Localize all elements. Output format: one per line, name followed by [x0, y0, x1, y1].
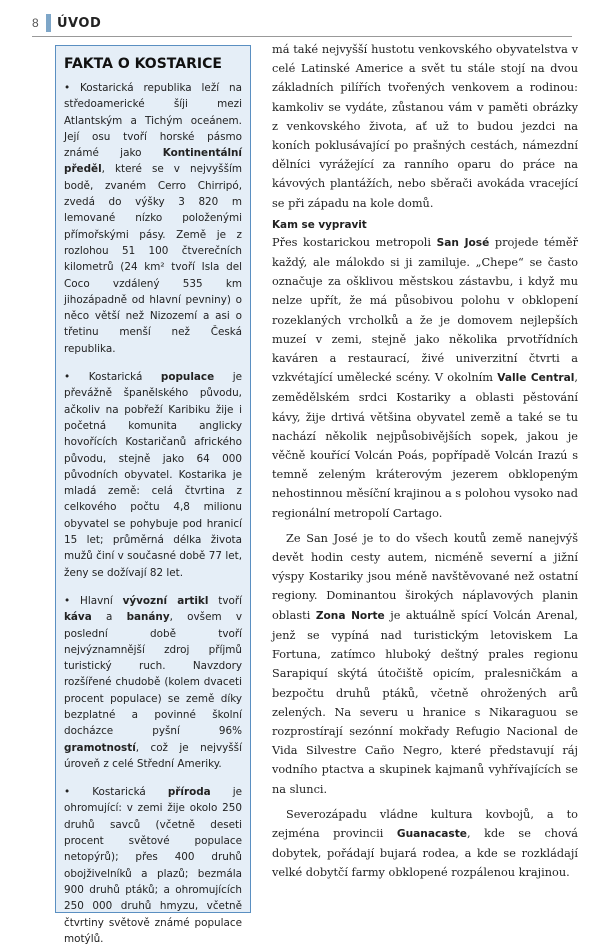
text-run: , které se v nejvyšším bodě, zvaném Cerro Chirripó, zvedá do výšky 3 820 m lemované nízko položenými přímořskými pásy. Země je z rozlohou 51 100 čtverečních kilometrů (24 km² tvoří Isla del Coco vzdálený 535 km jihozápadně od hlavní pevniny) o něco větší než Nizozemí a asi o třetinu menší než Česká republika.: [64, 163, 242, 355]
body-paragraph: [272, 233, 578, 523]
text-run: , ovšem v poslední době tvoří nejvýznamnější zdroj příjmů turistický ruch. Navzdory rozšířené chudobě (kolem dvaceti procent populace) se země díky bezplatné a povinné školní docházce pyšní 96%: [64, 611, 242, 738]
text-run: , zemědělském srdci Kostariky a oblasti pěstování kávy, žije drtivá většina obyvatel země a také se tu nachází několik nejpůsobivějších sopek, jakou je věčně kouřící Volcán Poás, popřípadě Volcán Irazú s temně zeleným kráterovým jezerem obklopeným nehostinnou měsíční krajinou a s polohou vysoko nad regionální metropolí Cartago.: [272, 371, 578, 520]
text-run: Kostarická: [88, 371, 161, 384]
bullet: •: [64, 594, 81, 607]
page-header: [32, 12, 572, 34]
page-number: 8: [32, 16, 39, 30]
bullet: •: [64, 371, 89, 384]
main-column: [272, 40, 578, 920]
bold-term: Kontinentální předěl: [64, 147, 242, 176]
bold-term: populace: [160, 371, 215, 384]
section-title: ÚVOD: [57, 15, 102, 31]
text-run: je aktuálně spící Volcán Arenal, jenž se vypíná nad turistickým letoviskem La Fortuna, zatímco hluboký deštný prales regionu Sarapiquí skýtá útočiště opicím, pralesničkám a bezpočtu druhů ptáků, včetně ohrožených arů zelených. Na severu u hranice s Nikaraguou se rozprostírají sezónní mokřady Refugio Nacional de Vida Silvestre Caño Negro, které představují ráj vodního ptactva a skupinek kajmanů vyhřívajících se na slunci.: [272, 608, 578, 796]
bold-term: káva: [64, 611, 92, 624]
text-run: Přes kostarickou metropoli: [272, 235, 437, 249]
facts-sidebar: [55, 45, 251, 945]
fact-item: [64, 369, 242, 581]
text-run: Ze San José je to do všech koutů země nanejvýš devět hodin cesty autem, nicméně severní a jižní výspy Kostariky jsou méně navštěvované než ostatní regiony. Dominantou širokých náplavových planin oblasti: [272, 531, 578, 622]
text-run: má také nejvyšší hustotu venkovského obyvatelstva v celé Latinské Americe a svět tu stále stojí na dvou základních pilířích tvořených venkovem a rodinou: kamkoliv se vydáte, zůstanou vám v paměti obrázky z venkovského života, ať už to budou jezdci na koních poklusávající po prašných cestách, námezdní dělníci vyrážející za ranního oparu do práce na kávových plantážích, nebo sběrači avokáda vracející se při západu na kole domů.: [272, 43, 578, 210]
bullet: •: [64, 786, 93, 799]
text-run: Kostarická: [92, 786, 168, 799]
section-marker: [46, 14, 51, 32]
text-run: Kam se vypravit: [272, 218, 367, 231]
text-run: projede téměř každý, ale málokdo si ji zamiluje. „Chepe“ se často označuje za ošklivou městskou zástavbu, i když mu nelze upřít, že má působivou polohu v obklopení rozeklaných vrcholků a že je domovem nejlepších muzeí v zemi, stejně jako několika prvotřídních kaváren a restaurací, živé univerzitní čtvrti a vzkvétající umělecké scény. V okolním: [272, 235, 579, 385]
bullet: •: [64, 82, 81, 94]
fact-item: [64, 784, 242, 947]
text-run: je převážně španělského původu, ačkoliv na pobřeží Karibiku žije i početná komunita anglicky hovořících Kostaričanů afrického původu, stejně jako 64 000 původních obyvatel. Kostarika je mladá země: celá čtvrtina z celkového počtu 4,8 milionu obyvatel se pohybuje pod hranicí 15 let; průměrná délka života mužů činí v současné době 77 let, ženy se dožívají 82 let.: [64, 371, 242, 579]
sidebar-title: FAKTA O KOSTARICE: [64, 56, 222, 72]
bold-term: Zona Norte: [315, 609, 385, 622]
section-subheading: [272, 219, 578, 231]
text-run: tvoří: [208, 594, 243, 607]
bold-term: San José: [436, 236, 490, 249]
facts-list: [64, 80, 242, 947]
text-run: , kde se chová dobytek, pořádají bujará rodea, a kde se rozkládají velké dobytčí farmy obklopené rozpálenou krajinou.: [272, 826, 578, 880]
fact-item: [64, 593, 242, 772]
bold-term: gramotností: [64, 741, 136, 754]
text-run: Hlavní: [80, 594, 123, 607]
text-run: je ohromující: v zemi žije okolo 250 druhů savců (včetně deseti procent světové populace netopýrů); přes 400 druhů obojživelníků a plazů; bezmála 900 druhů ptáků; a ohromujících 250 000 druhů hmyzu, včetně čtvrtiny světově známé populace motýlů.: [64, 786, 242, 945]
bold-term: vývozní artikl: [122, 594, 209, 607]
text-run: a: [91, 611, 127, 624]
body-paragraph: [272, 805, 578, 883]
bold-term: Guanacaste: [396, 827, 467, 840]
header-rule: [32, 36, 572, 37]
bold-term: banány: [126, 611, 170, 624]
bold-term: Valle Central: [497, 372, 575, 385]
text-run: , což je nejvyšší úroveň z celé Střední Ameriky.: [64, 741, 242, 770]
body-paragraph: [272, 40, 578, 213]
fact-item: [64, 80, 242, 357]
text-run: Severozápadu vládne kultura kovbojů, a to zejména provincii: [272, 807, 578, 840]
text-run: Kostarická republika leží na středoamerické šíji mezi Atlantským a Tichým oceánem. Její osu tvoří horské pásmo známé jako: [64, 82, 242, 160]
body-paragraph: [272, 529, 578, 799]
bold-term: příroda: [167, 786, 211, 799]
